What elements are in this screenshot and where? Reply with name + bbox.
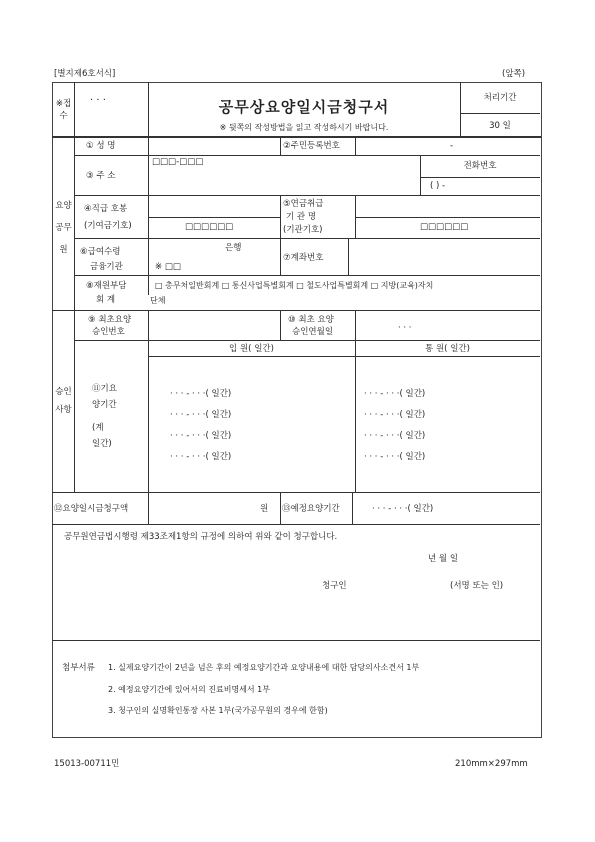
processing-period-label: 처리기간 (483, 93, 517, 103)
budget-account-label: 회 계 (96, 295, 116, 305)
first-approval-no-label: ⑨ 최초요양 (88, 315, 132, 325)
period-label-3: (계 (92, 423, 104, 433)
agency-code-label: (기관기호) (283, 225, 323, 235)
statement-text: 공무원연금법시행령 제33조제1항의 규정에 의하여 위와 같이 청구합니다. (64, 532, 338, 542)
outpatient-period-row[interactable]: · · · - · · ·( 일간) (364, 431, 426, 441)
first-approval-no-label-2: 승인번호 (92, 327, 125, 337)
instruction-note: ※ 뒷쪽의 작성방법을 읽고 작성하시기 바랍니다. (219, 123, 389, 132)
processing-period-days: 30 일 (489, 121, 511, 131)
budget-label: ⑧재원부담 (86, 281, 127, 291)
attachment-item-2: 2. 예정요양기간에 있어서의 진료비명세서 1부 (108, 685, 270, 694)
address-label: ③ 주 소 (86, 171, 116, 181)
receipt-dots: · · · (90, 95, 106, 106)
attachment-item-3: 3. 청구인의 실명확인통장 사본 1부(국가공무원의 경우에 한함) (108, 706, 328, 715)
bank-code-field[interactable]: ※ □□ (155, 262, 181, 272)
account-label: ⑦계좌번호 (283, 253, 324, 263)
agency-label: ⑤연금취급 (283, 199, 324, 209)
bank-label: ⑥급여수령 (80, 247, 121, 257)
attachments-label: 첨부서류 (62, 663, 95, 673)
rrn-label: ②주민등록번호 (283, 141, 340, 151)
rank-code-label: (기여금기호) (84, 221, 132, 231)
account-field[interactable] (352, 242, 536, 270)
address-field[interactable]: □□□-□□□ (152, 157, 204, 167)
form-title: 공무상요양일시금청구서 (218, 98, 390, 116)
page-side-label: (앞쪽) (502, 69, 526, 79)
outpatient-period-row[interactable]: · · · - · · ·( 일간) (364, 452, 426, 462)
agency-name-label: 기 관 명 (286, 212, 317, 222)
period-label-4: 일간) (92, 439, 112, 449)
receipt-label: ※접수 (55, 99, 72, 121)
approval-section-label-2: 사항 (55, 405, 72, 415)
budget-options[interactable]: □ 총무처일반회계 □ 통신사업특별회계 □ 철도사업특별회계 □ 지방(교육)자치 (155, 281, 434, 290)
approval-section-label-1: 승인 (55, 387, 72, 397)
outpatient-header: 통 원( 일간) (425, 344, 470, 354)
form-code: 15013-00711민 (54, 759, 120, 769)
inpatient-period-row[interactable]: · · · - · · ·( 일간) (170, 431, 232, 441)
attachment-item-1: 1. 실제요양기간이 2년을 넘은 후의 예정요양기간과 요양내용에 대한 담당의사소견서 1부 (108, 663, 420, 672)
form-number: [별지제6호서식] (54, 69, 116, 79)
bank-institution-label: 금융기관 (90, 262, 123, 272)
claim-amount-unit: 원 (260, 504, 269, 514)
first-approval-date-field[interactable]: · · · (398, 323, 412, 333)
paper-size: 210mm×297mm (455, 759, 528, 769)
first-approval-no-field[interactable] (152, 314, 276, 336)
statement-date[interactable]: 년 월 일 (428, 554, 459, 564)
inpatient-header: 입 원( 일간) (229, 344, 274, 354)
name-label: ① 성 명 (86, 141, 116, 151)
applicant-section-label: 요양공무원 (55, 201, 72, 255)
agency-code-field[interactable]: □□□□□□ (420, 222, 469, 232)
outpatient-period-row[interactable]: · · · - · · ·( 일간) (364, 389, 426, 399)
claimant-label: 청구인 (322, 581, 347, 591)
expected-period-field[interactable]: · · · - · · ·( 일간) (372, 504, 434, 514)
claim-amount-label: ⑫요양일시금청구액 (54, 504, 129, 514)
name-field[interactable] (152, 139, 276, 153)
phone-field[interactable]: ( ) - (430, 181, 446, 191)
period-label-2: 양기간 (92, 400, 117, 410)
claim-amount-field[interactable] (152, 496, 252, 520)
outpatient-period-row[interactable]: · · · - · · ·( 일간) (364, 410, 426, 420)
period-label: ⑪기요 (92, 384, 117, 394)
rank-code-field[interactable]: □□□□□□ (185, 222, 234, 232)
first-approval-date-label: ⑩ 최초 요양 (288, 315, 334, 325)
phone-label: 전화번호 (463, 161, 497, 171)
first-approval-date-label-2: 승인연월일 (292, 327, 334, 337)
inpatient-period-row[interactable]: · · · - · · ·( 일간) (170, 389, 232, 399)
rrn-field[interactable]: - (450, 141, 454, 151)
inpatient-period-row[interactable]: · · · - · · ·( 일간) (170, 452, 232, 462)
rank-label: ④직급 호봉 (84, 204, 128, 214)
inpatient-period-row[interactable]: · · · - · · ·( 일간) (170, 410, 232, 420)
budget-options-cont: 단체 (150, 296, 166, 305)
expected-period-label: ⑬예정요양기간 (282, 504, 340, 514)
bank-suffix: 은행 (225, 243, 242, 253)
signature-label[interactable]: (서명 또는 인) (450, 581, 504, 591)
